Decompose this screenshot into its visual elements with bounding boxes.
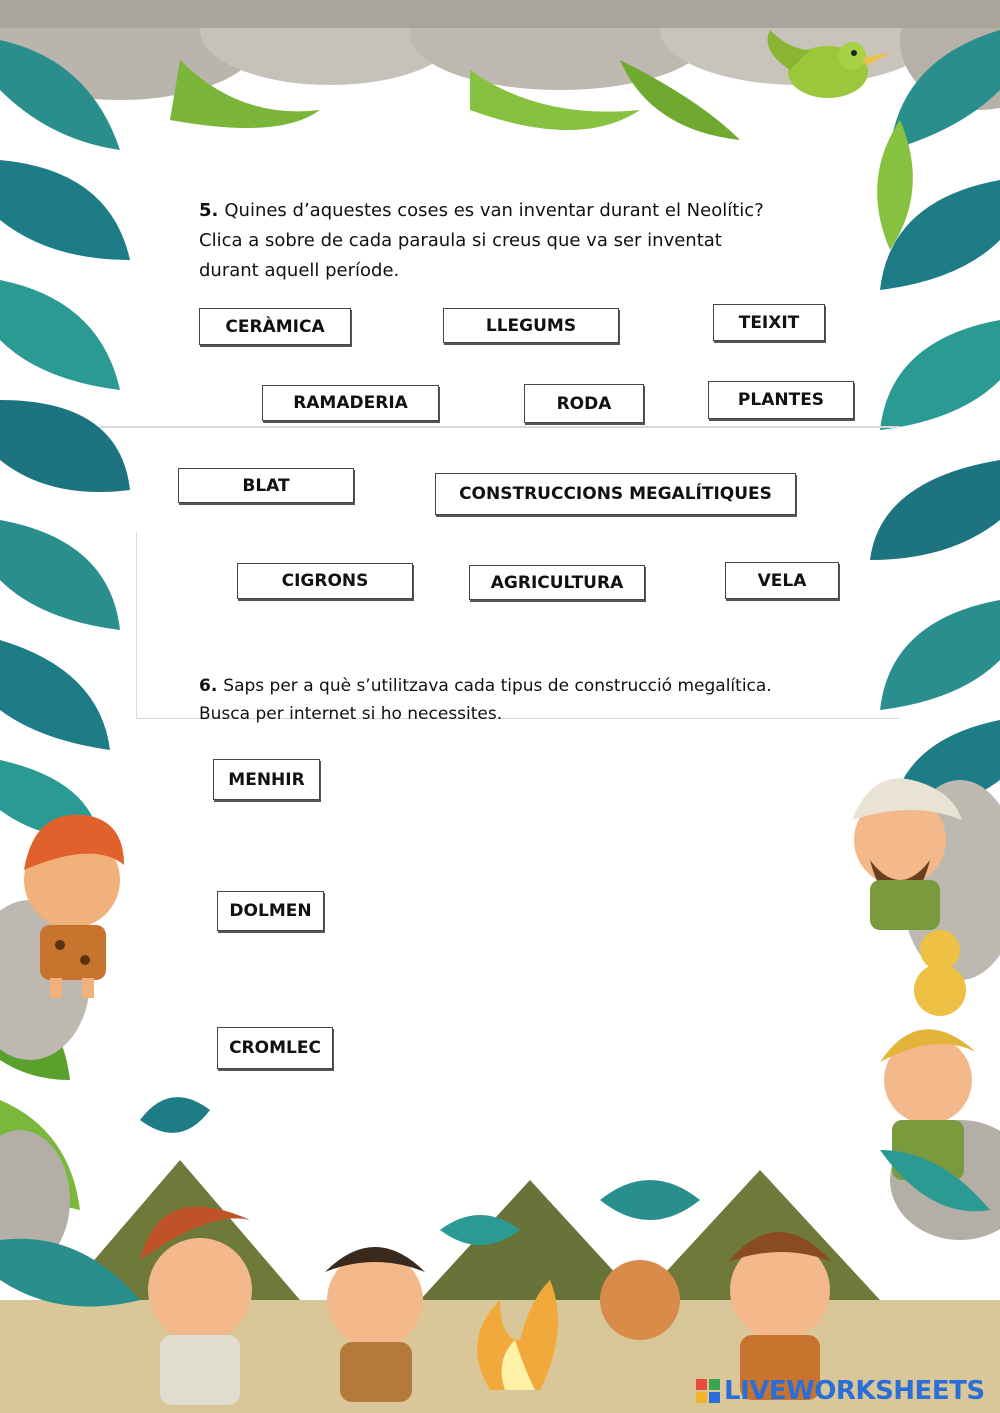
word-option[interactable]: VELA: [725, 562, 839, 599]
leaf-icon: [870, 30, 1000, 820]
word-option[interactable]: PLANTES: [708, 381, 854, 419]
question-number: 6.: [199, 676, 218, 696]
word-option[interactable]: CIGRONS: [237, 563, 413, 599]
word-option[interactable]: LLEGUMS: [443, 308, 619, 343]
question-5-line-1: [199, 196, 819, 226]
megalith-label-cromlec: CROMLEC: [217, 1027, 333, 1069]
word-option[interactable]: RODA: [524, 384, 644, 423]
caveman-icon: [325, 1247, 425, 1402]
word-option[interactable]: RAMADERIA: [262, 385, 439, 421]
question-5-line-3: durant aquell període.: [199, 260, 400, 281]
divider: [136, 532, 137, 718]
word-option[interactable]: AGRICULTURA: [469, 565, 645, 600]
question-6-line-2: Busca per internet si ho necessites.: [199, 704, 503, 724]
word-option[interactable]: BLAT: [178, 468, 354, 503]
word-option[interactable]: TEIXIT: [713, 304, 825, 341]
megalith-label-dolmen: DOLMEN: [217, 891, 324, 931]
word-option[interactable]: CONSTRUCCIONS MEGALÍTIQUES: [435, 473, 796, 515]
brand-text: LIVEWORKSHEETS: [724, 1376, 985, 1406]
question-text: Saps per a què s’utilitzava cada tipus de construcció megalítica.: [223, 676, 772, 696]
question-6: [199, 672, 859, 728]
question-6-line-1: [199, 672, 859, 700]
question-text: Quines d’aquestes coses es van inventar durant el Neolític?: [224, 200, 764, 221]
liveworksheets-icon: [696, 1379, 720, 1403]
question-5: [199, 196, 819, 286]
word-option[interactable]: CERÀMICA: [199, 308, 351, 345]
liveworksheets-logo: [696, 1376, 985, 1406]
megalith-label-menhir: MENHIR: [213, 759, 320, 800]
question-5-line-2: Clica a sobre de cada paraula si creus que va ser inventat: [199, 230, 722, 251]
question-number: 5.: [199, 200, 219, 221]
divider: [100, 426, 900, 428]
